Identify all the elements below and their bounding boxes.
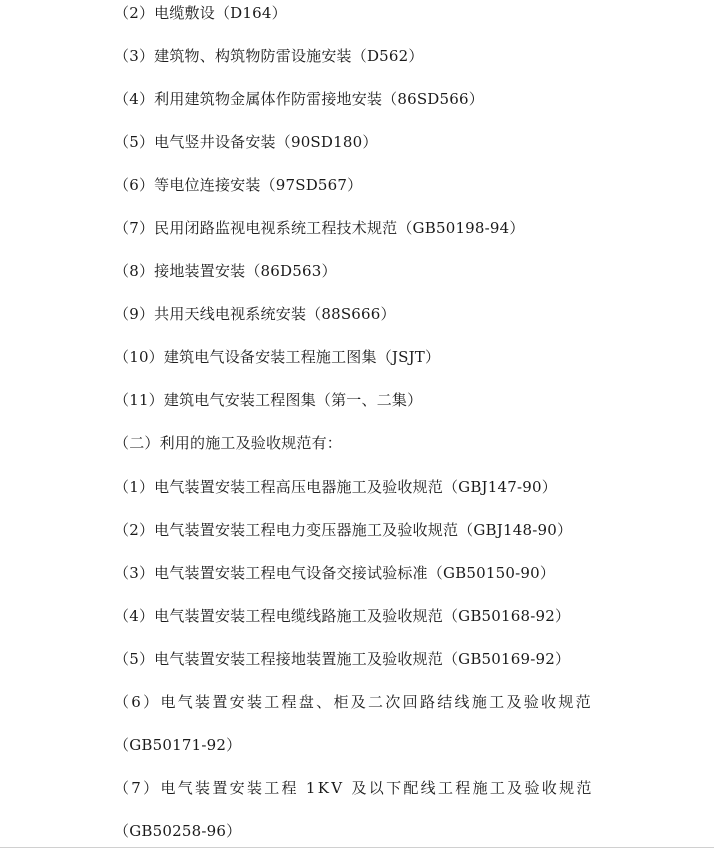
text-line: （GB50171-92） bbox=[114, 736, 242, 754]
text-line: （7）电气装置安装工程 1KV 及以下配线工程施工及验收规范 bbox=[114, 779, 594, 797]
text-line: （2）电缆敷设（D164） bbox=[114, 4, 287, 22]
text-line: （4）利用建筑物金属体作防雷接地安装（86SD566） bbox=[114, 90, 484, 108]
text-line: （2）电气装置安装工程电力变压器施工及验收规范（GBJ148-90） bbox=[114, 521, 573, 539]
text-line: （11）建筑电气安装工程图集（第一、二集） bbox=[114, 391, 423, 409]
text-line: （5）电气装置安装工程接地装置施工及验收规范（GB50169-92） bbox=[114, 650, 571, 668]
text-line: （5）电气竖井设备安装（90SD180） bbox=[114, 133, 378, 151]
text-line: （10）建筑电气设备安装工程施工图集（JSJT） bbox=[114, 348, 441, 366]
text-line: （9）共用天线电视系统安装（88S666） bbox=[114, 305, 396, 323]
text-line: （8）接地装置安装（86D563） bbox=[114, 262, 337, 280]
page-bottom-divider bbox=[0, 847, 714, 848]
text-line: （GB50258-96） bbox=[114, 822, 242, 840]
text-line: （3）建筑物、构筑物防雷设施安装（D562） bbox=[114, 47, 424, 65]
text-line: （4）电气装置安装工程电缆线路施工及验收规范（GB50168-92） bbox=[114, 607, 571, 625]
text-line: （7）民用闭路监视电视系统工程技术规范（GB50198-94） bbox=[114, 219, 525, 237]
text-line: （6）电气装置安装工程盘、柜及二次回路结线施工及验收规范 bbox=[114, 693, 593, 711]
text-line: （1）电气装置安装工程高压电器施工及验收规范（GBJ147-90） bbox=[114, 478, 557, 496]
text-line: （3）电气装置安装工程电气设备交接试验标准（GB50150-90） bbox=[114, 564, 556, 582]
text-line: （6）等电位连接安装（97SD567） bbox=[114, 176, 363, 194]
section-heading: （二）利用的施工及验收规范有： bbox=[114, 434, 343, 452]
